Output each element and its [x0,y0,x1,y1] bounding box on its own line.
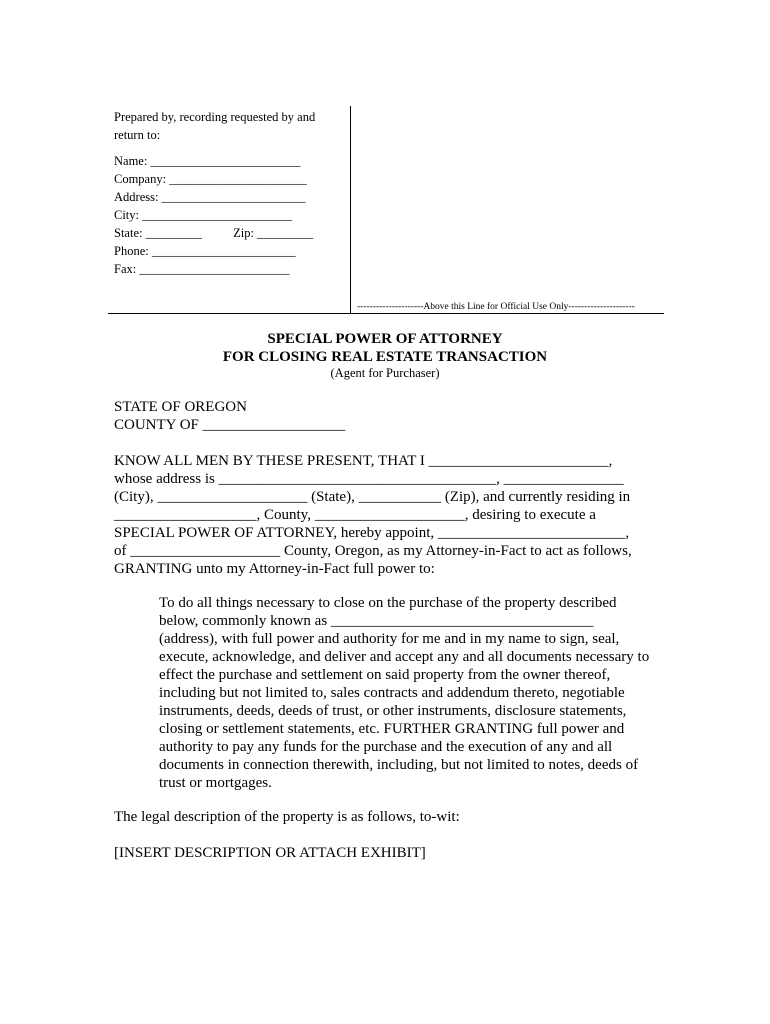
prepared-by-label [114,108,324,144]
grant-line: whose address is _____________________________________, ________________ [114,471,624,487]
document-subtitle: (Agent for Purchaser) [330,366,440,380]
recording-info-block [114,108,350,278]
company-field: Company: ______________________ [114,172,307,186]
address-field: Address: _______________________ [114,190,306,204]
name-field: Name: ________________________ [114,154,301,168]
city-field: City: ________________________ [114,208,293,222]
recording-box-bottom-rule [108,313,664,314]
phone-field: Phone: _______________________ [114,244,296,258]
recording-box-divider [350,106,351,314]
powers-line: including but not limited to, sales contracts and addendum thereto, negotiable [159,685,625,701]
powers-paragraph [159,594,649,792]
prepared-by-line1: Prepared by, recording requested by and [114,110,316,124]
powers-line: trust or mortgages. [159,775,272,791]
venue-county: COUNTY OF ___________________ [114,417,346,433]
powers-line: authority to pay any funds for the purchase and the execution of any and all [159,739,613,755]
powers-line: execute, acknowledge, and deliver and accept any and all documents necessary to [159,649,650,665]
official-use-line: ---------------------Above this Line for Official Use Only--------------------- [357,302,635,312]
powers-line: closing or settlement statements, etc. FURTHER GRANTING full power and [159,721,625,737]
grant-paragraph [114,452,632,578]
grant-line: ___________________, County, ____________________, desiring to execute a [114,507,596,523]
venue-state: STATE OF OREGON [114,399,247,415]
fax-field: Fax: ________________________ [114,262,290,276]
grant-line: of ____________________ County, Oregon, as my Attorney-in-Fact to act as follows, [114,543,632,559]
venue-block [114,398,345,434]
grant-line: GRANTING unto my Attorney-in-Fact full power to: [114,561,435,577]
insert-description-placeholder: [INSERT DESCRIPTION OR ATTACH EXHIBIT] [114,845,426,861]
prepared-by-line2: return to: [114,128,161,142]
grant-line: (City), ____________________ (State), ___________ (Zip), and currently residing in [114,489,631,505]
legal-description-intro: The legal description of the property is as follows, to-wit: [114,809,460,825]
powers-line: (address), with full power and authority for me and in my name to sign, seal, [159,631,620,647]
powers-line: To do all things necessary to close on the purchase of the property described [159,595,617,611]
grant-line: SPECIAL POWER OF ATTORNEY, hereby appoint, _________________________, [114,525,630,541]
document-title-line1: SPECIAL POWER OF ATTORNEY [267,331,503,347]
powers-line: instruments, deeds, deeds of trust, or other instruments, disclosure statements, [159,703,627,719]
document-title-line2: FOR CLOSING REAL ESTATE TRANSACTION [222,349,548,365]
powers-line: effect the purchase and settlement on said property from the owner thereof, [159,667,611,683]
powers-line: below, commonly known as ___________________________________ [159,613,594,629]
powers-line: documents in connection therewith, including, but not limited to notes, deeds of [159,757,639,773]
state-zip-field: State: _________ Zip: _________ [114,226,314,240]
grant-line: KNOW ALL MEN BY THESE PRESENT, THAT I ________________________, [114,453,613,469]
